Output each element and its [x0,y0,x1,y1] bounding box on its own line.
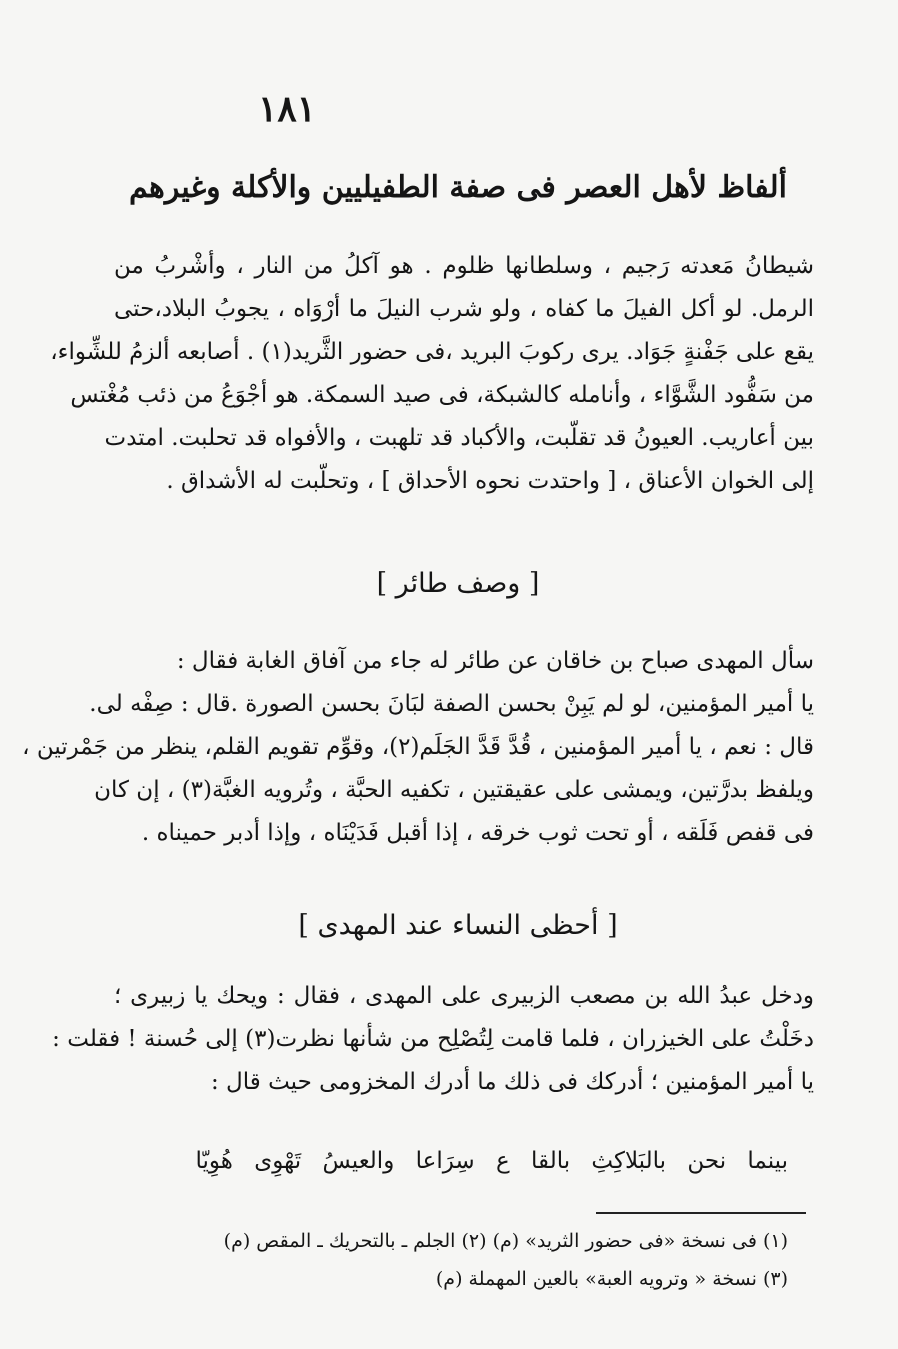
text-line: ويلفظ بدرَّتين، ويمشى على عقيقتين ، تكفيه الحبَّة ، وتُرويه الغبَّة(٣) ، إن كان [94,777,814,803]
text-line: بين أعاريب. العيونُ قد تقلّبت، والأكباد قد تلهبت ، والأفواه قد تحلبت. امتدت [104,425,814,451]
text-line: فى قفص فَلَقه ، أو تحت ثوب خرقه ، إذا أقبل فَدَيْنَاه ، وإذا أدبر حميناه . [141,820,814,846]
text-line: يا أمير المؤمنين ؛ أدركك فى ذلك ما أدرك المخزومى حيث قال : [210,1069,814,1095]
footnotes [148,1222,788,1298]
section-heading-parasites: ألفاظ لأهل العصر فى صفة الطفيليين والأكلة وغيرهم [129,170,787,205]
paragraph-parasites [50,245,814,503]
text-line: يا أمير المؤمنين، لو لم يَبِنْ بحسن الصفة لبَانَ بحسن الصورة .قال : صِفْه لى. [89,691,814,717]
poem-verse: بينما نحن بالبَلاكِثِ بالقا ع سِرَاعا والعيسُ تَهْوِى هُوِيّا [195,1148,788,1174]
page-number: ١٨١ [258,88,317,130]
text-line: شيطانُ مَعدته رَجيم ، وسلطانها ظلوم . هو آكلُ من النار ، وأشْربُ من [114,253,814,279]
text-line: سأل المهدى صباح بن خاقان عن طائر له جاء من آفاق الغابة فقال : [176,648,814,674]
paragraph-bird [22,640,814,855]
paragraph-women [52,975,814,1104]
text-line: ودخل عبدُ الله بن مصعب الزبيرى على المهدى ، فقال : ويحك يا زبيرى ؛ [114,983,814,1009]
footnote-line: (٣) نسخة « وترويه العبة» بالعين المهملة (م) [435,1268,788,1290]
footnote-divider [596,1212,806,1214]
text-line: يقع على جَفْنةٍ جَوَاد. يرى ركوبَ البريد ،فى حضور الثَّريد(١) . أصابعه ألزمُ للشِّواء، [50,339,814,365]
section-heading-bird: [ وصف طائر ] [376,568,540,599]
text-line: من سَفُّود الشَّوَّاء ، وأنامله كالشبكة، فى صيد السمكة. هو أجْوَعُ من ذئب مُغْتس [70,382,814,408]
section-heading-women: [ أحظى النساء عند المهدى ] [298,910,618,941]
text-line: قال : نعم ، يا أمير المؤمنين ، قُدَّ قَدَّ الجَلَم(٢)، وقوِّم تقويم القلم، ينظر من جَمْرتين ، [22,734,814,760]
footnote-line: (١) فى نسخة «فى حضور الثريد» (م) (٢) الجلم ـ بالتحريك ـ المقص (م) [223,1230,788,1252]
text-line: إلى الخوان الأعناق ، [ واحتدت نحوه الأحداق ] ، وتحلّبت له الأشداق . [166,468,814,494]
text-line: دخَلْتُ على الخيزران ، فلما قامت لِتُصْلِح من شأنها نظرت(٣) إلى حُسنة ! فقلت : [52,1026,814,1052]
text-line: الرمل. لو أكل الفيلَ ما كفاه ، ولو شرب النيلَ ما أرْوَاه ، يجوبُ البلاد،حتى [114,296,814,322]
